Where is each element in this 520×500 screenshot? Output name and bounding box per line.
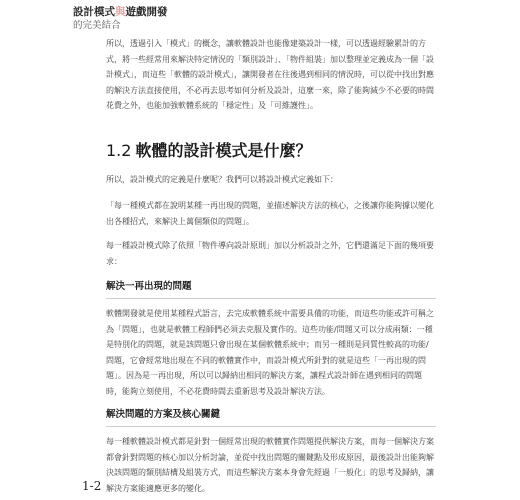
page-content	[106, 36, 436, 496]
section-number: 1.2	[106, 140, 132, 160]
definition-paragraph: 「每一種模式都在說明某種一再出現的問題，並描述解決方法的核心，之後讓你能夠據以變化出各種招式，來解決上萬個類似的問題」。	[106, 201, 434, 226]
book-title-part2: 遊戲開發	[125, 6, 168, 18]
solution-paragraph: 每一種軟體設計模式都是針對一個經常出現的軟體實作問題提供解決方案，而每一個解決方案都會針對問題的核心加以分析討論，並從中找出問題的關鍵點及形成原因，最後設計出能夠解決該問題的類別結構及組裝方式，而這些解決方案本身會先經過「一般化」的思考及歸納，讓解決方案能適應更多的變化。	[106, 437, 434, 493]
subsection-heading-solution: 解決問題的方案及核心關鍵	[106, 408, 436, 427]
book-title-part1: 設計模式	[73, 6, 115, 18]
question-paragraph: 所以，設計模式的定義是什麼呢？我們可以將設計模式定義如下：	[106, 174, 338, 184]
intro-paragraph: 所以，透過引入「模式」的概念，讓軟體設計也能像建築設計一樣，可以透過經驗累計的方式，將一些經常用來解決特定情況的「類別設計」、「物件組裝」加以整理並定義成為一個「設計模式」，而這些「軟體的設計模式」，讓開發者在往後遇到相同的情況時，可以從中找出對應的解決方法直接使用，不必再去思考如何分析及設計，這麼一來，除了能夠減少不必要的時間花費之外，也能加強軟體系統的「穩定性」及「可維護性」。	[106, 39, 434, 110]
section-title: 軟體的設計模式是什麼？	[135, 140, 312, 160]
definition-followup-paragraph: 每一種設計模式除了依照「物件導向設計原則」加以分析設計之外，它們還滿足下面的幾項要求：	[106, 241, 434, 266]
book-title-accent: 與	[115, 6, 126, 18]
recurring-paragraph: 軟體開發就是使用某種程式語言，去完成軟體系統中需要具備的功能，而這些功能或許可稱之為「問題」，也就是軟體工程師們必須去克服及實作的。這些功能/問題又可以分成兩類：一種是特別化的問題，就是該問題只會出現在某個軟體系統中；而另一種則是同質性較高的功能/問題，它會經常地出現在不同的軟體實作中，而設計模式所針對的就是這些「一再出現的問題」。因為是一再出現，所以可以歸納出相同的解決方案，讓程式設計師在遇到相同的問題時，能夠立刻使用，不必花費時間去重新思考及設計解決方法。	[106, 309, 434, 396]
running-head	[73, 6, 168, 32]
section-heading	[106, 140, 436, 162]
subsection-heading-recurring: 解決一再出現的問題	[106, 280, 436, 299]
book-subtitle: 的完美結合	[73, 20, 121, 31]
book-title	[73, 6, 168, 19]
page-number: 1-2	[82, 479, 102, 493]
